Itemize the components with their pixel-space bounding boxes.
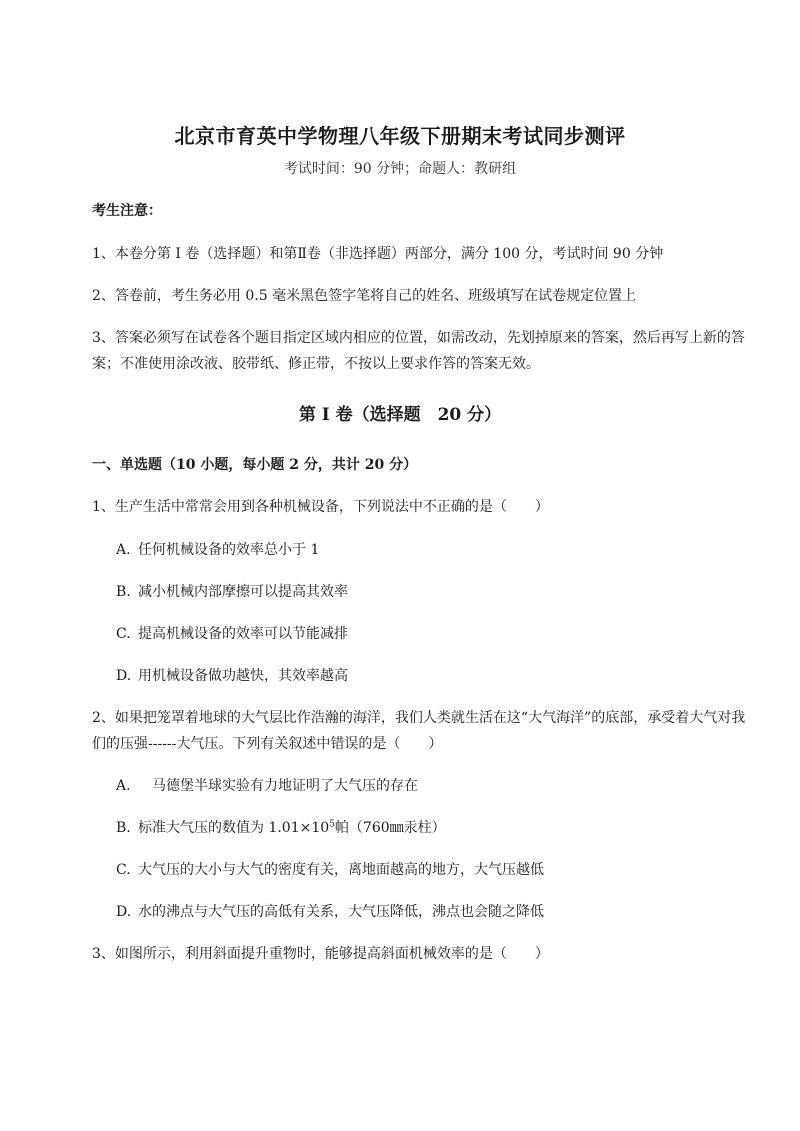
question-1-option-b xyxy=(116,579,348,605)
question-1-option-d xyxy=(116,663,348,689)
option-letter: A. xyxy=(116,542,131,558)
notice-item-2: 2、答卷前，考生务必用 0.5 毫米黑色签字笔将自己的姓名、班级填写在试卷规定位置上 xyxy=(92,288,637,304)
question-1-stem: 1、生产生活中常常会用到各种机械设备，下列说法中不正确的是（ ） xyxy=(92,499,549,515)
option-letter: B. xyxy=(116,584,131,600)
option-letter: C. xyxy=(116,626,131,642)
section-title: 第 I 卷（选择题 20 分） xyxy=(298,405,502,425)
exam-subtitle: 考试时间：90 分钟；命题人：教研组 xyxy=(283,161,517,177)
notice-heading: 考生注意： xyxy=(92,203,162,219)
question-2-option-b xyxy=(116,815,446,841)
notice-item-1: 1、本卷分第 I 卷（选择题）和第Ⅱ卷（非选择题）两部分，满分 100 分，考试时间 90 分钟 xyxy=(92,246,664,262)
question-1-option-c xyxy=(116,621,348,647)
option-letter: D. xyxy=(116,668,132,684)
exam-title: 北京市育英中学物理八年级下册期末考试同步测评 xyxy=(174,124,626,148)
exponent: 5 xyxy=(329,819,335,830)
question-2-option-a xyxy=(116,773,418,799)
option-text: 大气压的大小与大气的密度有关，离地面越高的地方，大气压越低 xyxy=(138,862,544,878)
option-text-post: 帕（760㎜汞柱） xyxy=(334,820,446,836)
option-text: 水的沸点与大气压的高低有关系，大气压降低，沸点也会随之降低 xyxy=(138,904,544,920)
option-text: 减小机械内部摩擦可以提高其效率 xyxy=(138,584,348,600)
option-letter: A. xyxy=(116,778,131,794)
option-text: 提高机械设备的效率可以节能减排 xyxy=(138,626,348,642)
question-1-option-a xyxy=(116,537,319,563)
part-heading: 一、单选题（10 小题，每小题 2 分，共计 20 分） xyxy=(92,457,418,473)
question-2-stem: 2、如果把笼罩着地球的大气层比作浩瀚的海洋，我们人类就生活在这“大气海洋”的底部，承受着大气对我们的压强------大气压。下列有关叙述中错误的是（ ） xyxy=(92,710,746,752)
question-2-option-c xyxy=(116,857,544,883)
question-3-stem: 3、如图所示，利用斜面提升重物时，能够提高斜面机械效率的是（ ） xyxy=(92,946,549,962)
notice-item-3: 3、答案必须写在试卷各个题目指定区域内相应的位置，如需改动，先划掉原来的答案，然后再写上新的答案；不准使用涂改液、胶带纸、修正带，不按以上要求作答的答案无效。 xyxy=(92,330,745,372)
option-text-pre: 标准大气压的数值为 1.01×10 xyxy=(138,820,330,836)
question-2-option-d xyxy=(116,899,544,925)
option-letter: C. xyxy=(116,862,131,878)
option-text: 马德堡半球实验有力地证明了大气压的存在 xyxy=(138,778,418,794)
option-text: 任何机械设备的效率总小于 1 xyxy=(138,542,320,558)
option-letter: B. xyxy=(116,820,131,836)
option-letter: D. xyxy=(116,904,132,920)
option-text: 用机械设备做功越快，其效率越高 xyxy=(138,668,348,684)
